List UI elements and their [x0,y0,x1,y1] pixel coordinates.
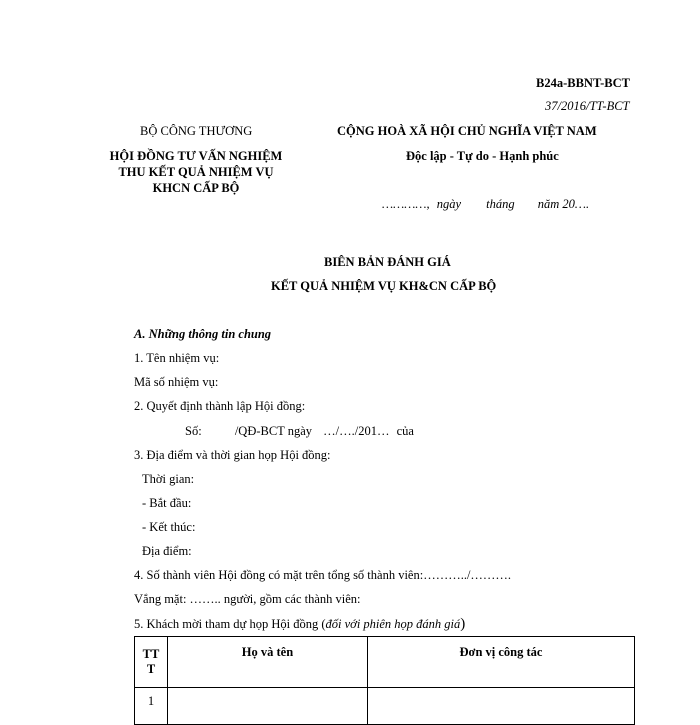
meeting-location-label: Địa điểm: [142,544,192,558]
guest-table-header-row [135,637,635,688]
meeting-time-label: Thời gian: [142,472,195,486]
national-motto: Độc lập - Tự do - Hạnh phúc [406,149,559,163]
date-month: tháng [486,197,515,211]
decision-line [185,424,414,439]
guests-label-suffix: ) [460,616,466,632]
task-name-label: 1. Tên nhiệm vụ: [134,351,220,365]
council-name-line1: HỘI ĐỒNG TƯ VẤN NGHIỆM [109,149,283,163]
council-name-line3: KHCN CẤP BỘ [152,181,240,195]
decision-date: …/…./201… [323,424,390,438]
section-a-heading: A. Những thông tin chung [134,327,272,341]
meeting-start-label: - Bắt đầu: [142,496,192,510]
decision-reference: /QĐ-BCT ngày [234,424,313,438]
council-name [81,148,311,196]
guest-row-name [168,688,368,725]
guests-label [134,616,465,633]
form-code: B24a-BBNT-BCT [536,76,631,90]
meeting-place-time-label: 3. Địa điểm và thời gian họp Hội đồng: [134,448,331,462]
decision-label: 2. Quyết định thành lập Hội đồng: [134,399,306,413]
meeting-end-label: - Kết thúc: [142,520,196,534]
guests-label-note: đối với phiên họp đánh giá [325,617,461,631]
guest-table-col-unit: Đơn vị công tác [368,637,635,688]
members-present-label: 4. Số thành viên Hội đồng có mặt trên tổng số thành viên:………../………. [134,568,512,582]
decision-number-label: Số: [185,424,202,438]
document-title-line2: KẾT QUẢ NHIỆM VỤ KH&CN CẤP BỘ [271,279,497,293]
date-line [382,197,589,212]
date-place: …………, [382,197,430,211]
ministry-name: BỘ CÔNG THƯƠNG [140,124,253,138]
decision-of: của [396,424,414,438]
republic-name: CỘNG HOÀ XÃ HỘI CHỦ NGHĨA VIỆT NAM [337,124,597,138]
task-code-label: Mã số nhiệm vụ: [134,375,219,389]
guest-table-col-name: Họ và tên [168,637,368,688]
date-year: năm 20…. [537,197,590,211]
guest-row-tt: 1 [135,688,168,725]
guests-label-prefix: 5. Khách mời tham dự họp Hội đồng ( [134,617,326,631]
document-title-line1: BIÊN BẢN ĐÁNH GIÁ [324,255,451,269]
table-row [135,688,635,725]
guest-row-unit [368,688,635,725]
date-day: ngày [436,197,462,211]
guest-table [134,636,635,725]
members-absent-label: Vắng mặt: …….. người, gồm các thành viên: [134,592,361,606]
council-name-line2: THU KẾT QUẢ NHIỆM VỤ [118,165,274,179]
circular-number: 37/2016/TT-BCT [545,99,630,113]
guest-table-col-tt: TT T [135,637,168,688]
